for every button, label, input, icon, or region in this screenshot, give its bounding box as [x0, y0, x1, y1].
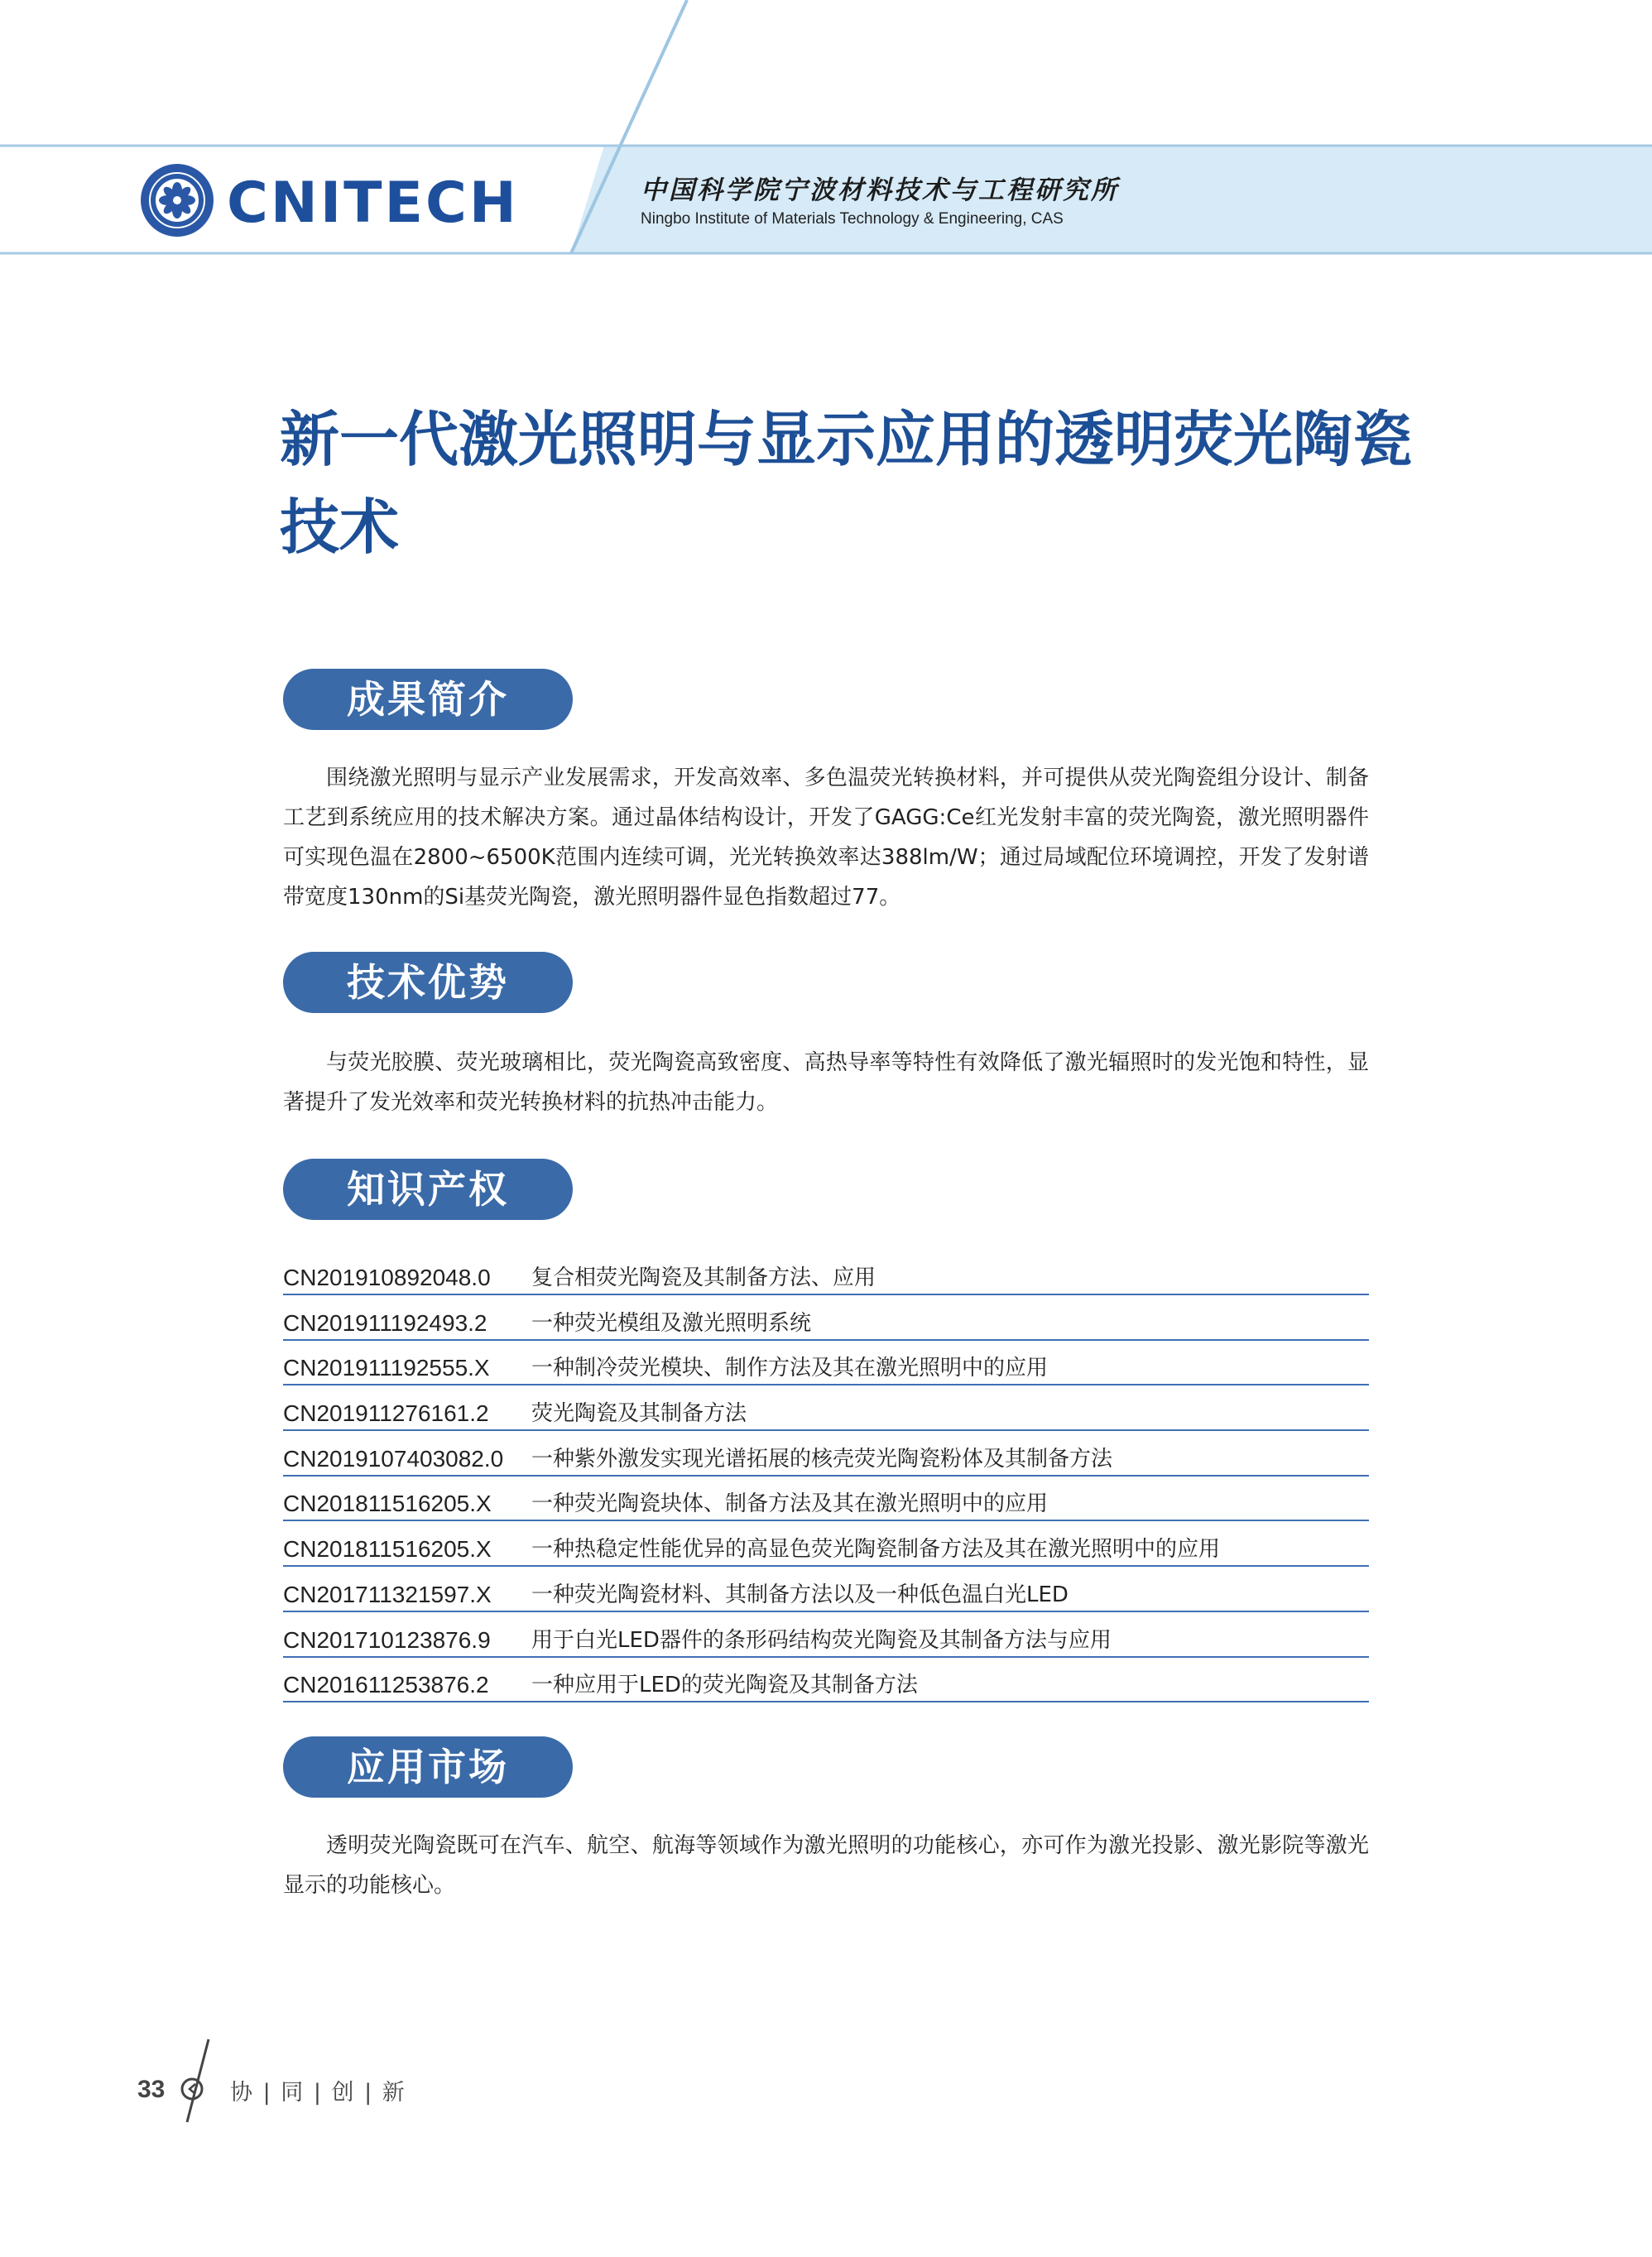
patent-number: CN201911192493.2 — [283, 1309, 487, 1336]
advantage-paragraph: 与荧光胶膜、荧光玻璃相比，荧光陶瓷高致密度、高热导率等特性有效降低了激光辐照时的发光饱和特性，显著提升了发光效率和荧光转换材料的抗热冲击能力。 — [283, 1050, 1369, 1115]
patent-number: CN201811516205.X — [283, 1491, 492, 1517]
patent-number: CN201710123876.9 — [283, 1626, 491, 1653]
patent-row — [283, 1342, 1369, 1385]
section-heading-market: 应用市场 — [283, 1736, 573, 1798]
patent-number: CN2019107403082.0 — [283, 1445, 504, 1472]
institute-name-cn: 中国科学院宁波材料技术与工程研究所 — [641, 175, 1119, 205]
cas-emblem-icon — [139, 162, 215, 238]
patent-number: CN201611253876.2 — [283, 1672, 489, 1698]
patent-row — [283, 1615, 1369, 1658]
patent-row — [283, 1252, 1369, 1295]
patent-row — [283, 1298, 1369, 1341]
logo-wordmark: CNITECH — [227, 170, 519, 236]
patent-title: 一种荧光陶瓷材料、其制备方法以及一种低色温白光LED — [531, 1582, 1069, 1607]
patent-row — [283, 1524, 1369, 1567]
patent-title: 一种紫外激发实现光谱拓展的核壳荧光陶瓷粉体及其制备方法 — [531, 1446, 1113, 1472]
patent-row — [283, 1433, 1369, 1477]
patent-title: 一种荧光模组及激光照明系统 — [531, 1310, 812, 1336]
patent-title: 用于白光LED器件的条形码结构荧光陶瓷及其制备方法与应用 — [531, 1627, 1112, 1653]
patent-list — [283, 1252, 1369, 1702]
patent-number: CN201910892048.0 — [283, 1265, 491, 1290]
patent-row — [283, 1478, 1369, 1521]
page-number: 33 — [137, 2076, 166, 2103]
patent-title: 一种应用于LED的荧光陶瓷及其制备方法 — [531, 1673, 918, 1698]
patent-row — [283, 1569, 1369, 1612]
page-title: 新一代激光照明与显示应用的透明荧光陶瓷技术 — [280, 405, 1413, 562]
patent-number: CN201911192555.X — [283, 1355, 490, 1381]
institute-name-en: Ningbo Institute of Materials Technology & Engineering, CAS — [641, 210, 1064, 228]
patent-title: 一种荧光陶瓷块体、制备方法及其在激光照明中的应用 — [531, 1491, 1049, 1517]
patent-title: 一种热稳定性能优异的高显色荧光陶瓷制备方法及其在激光照明中的应用 — [531, 1537, 1221, 1563]
patent-number: CN201911276161.2 — [283, 1400, 489, 1427]
patent-row — [283, 1388, 1369, 1431]
footer-ornament-icon — [172, 2036, 222, 2127]
market-paragraph: 透明荧光陶瓷既可在汽车、航空、航海等领域作为激光照明的功能核心，亦可作为激光投影、激光影院等激光显示的功能核心。 — [283, 1833, 1369, 1898]
patent-number: CN201711321597.X — [283, 1581, 492, 1607]
intro-paragraph: 围绕激光照明与显示产业发展需求，开发高效率、多色温荧光转换材料，并可提供从荧光陶瓷组分设计、制备工艺到系统应用的技术解决方案。通过晶体结构设计，开发了GAGG:Ce红光发射丰富的荧光陶瓷，激光照明器件可实现色温在2800~6500K范围内连续可调，光光转换效率达388lm/W；通过局域配位环境调控，开发了发射谱带宽度130nm的Si基荧光陶瓷，激光照明器件显色指数超过77。 — [283, 766, 1369, 910]
section-heading-ip: 知识产权 — [283, 1159, 573, 1220]
patent-title: 一种制冷荧光模块、制作方法及其在激光照明中的应用 — [531, 1356, 1049, 1381]
patent-title: 复合相荧光陶瓷及其制备方法、应用 — [531, 1265, 876, 1290]
patent-row — [283, 1659, 1369, 1702]
footer-slogan: 协 | 同 | 创 | 新 — [230, 2080, 406, 2106]
patent-title: 荧光陶瓷及其制备方法 — [531, 1401, 747, 1427]
section-heading-intro: 成果简介 — [283, 669, 573, 730]
patent-number: CN201811516205.X — [283, 1536, 492, 1563]
section-heading-advantage: 技术优势 — [283, 952, 573, 1013]
